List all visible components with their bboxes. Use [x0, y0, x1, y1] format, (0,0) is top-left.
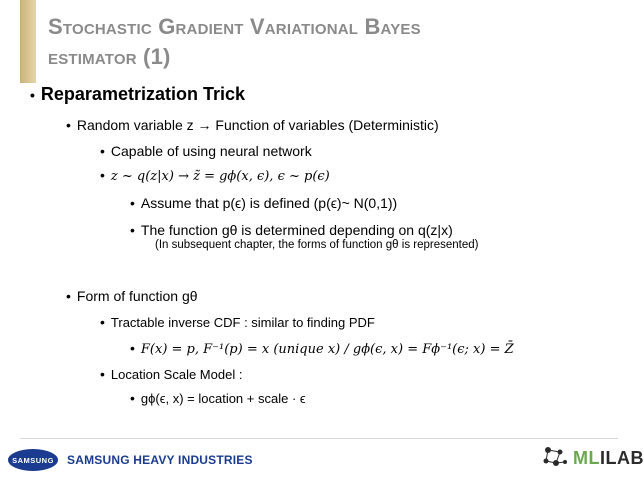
- bullet-text: Reparametrization Trick: [40, 84, 245, 104]
- bullet-dot: •: [130, 195, 135, 211]
- bullet-subtext: (In subsequent chapter, the forms of function gθ is represented): [155, 239, 479, 251]
- footer-company-name: SAMSUNG HEAVY INDUSTRIES: [67, 453, 253, 467]
- bullet-text: F(x) = p, F⁻¹(p) = x (unique x) / gϕ(ϵ, x) = Fϕ⁻¹(ϵ; x) = Z̄: [140, 342, 514, 357]
- bullet-random-variable: [66, 117, 439, 133]
- bullet-text: Random variable z → Function of variables (Deterministic): [76, 117, 439, 133]
- bullet-text: z ~ q(z|x) → z̃ = gϕ(x, ϵ), ϵ ~ p(ϵ): [110, 169, 330, 184]
- mlilab-network-icon: [540, 443, 570, 473]
- bullet-inverse-cdf-equation: [130, 340, 514, 357]
- samsung-logo-text: SAMSUNG: [12, 455, 54, 465]
- bullet-function-g: [130, 222, 453, 238]
- bullet-reparametrization: [30, 84, 245, 105]
- bullet-function-g-note: [155, 239, 478, 251]
- bullet-text: Capable of using neural network: [110, 143, 312, 159]
- slide-title-line-2: estimator (1): [48, 44, 171, 69]
- samsung-logo: [8, 449, 58, 471]
- mlilab-logo: [540, 443, 644, 473]
- bullet-text: Assume that p(ϵ) is defined (p(ϵ)~ N(0,1)): [140, 195, 398, 211]
- bullet-dot: •: [30, 87, 35, 103]
- bullet-text: Tractable inverse CDF : similar to finding PDF: [110, 315, 375, 330]
- slide-title-line-1: Stochastic Gradient Variational Bayes: [48, 14, 421, 39]
- bullet-inverse-cdf: [100, 314, 375, 330]
- mlilab-wordmark: MLILAB: [573, 447, 644, 468]
- footer-divider: [20, 438, 618, 439]
- bullet-dot: •: [130, 340, 135, 356]
- bullet-dot: •: [130, 390, 135, 406]
- bullet-text: Form of function gθ: [76, 288, 198, 304]
- bullet-dot: •: [66, 117, 71, 133]
- bullet-text: gϕ(ϵ, x) = location + scale · ϵ: [140, 391, 306, 406]
- bullet-dot: •: [66, 288, 71, 304]
- bullet-dot: •: [100, 314, 105, 330]
- bullet-form-of-function: [66, 288, 198, 304]
- bullet-dot: •: [100, 366, 105, 382]
- bullet-reparam-equation: [100, 167, 330, 184]
- bullet-text: The function gθ is determined depending on q(z|x): [140, 222, 453, 238]
- bullet-location-scale: [100, 366, 242, 382]
- bullet-neural-network: [100, 143, 312, 159]
- bullet-text: Location Scale Model :: [110, 367, 243, 382]
- bullet-dot: •: [100, 167, 105, 183]
- bullet-dot: •: [130, 222, 135, 238]
- bullet-assume-prior: [130, 195, 397, 211]
- bullet-location-scale-equation: [130, 390, 306, 406]
- bullet-dot: •: [100, 143, 105, 159]
